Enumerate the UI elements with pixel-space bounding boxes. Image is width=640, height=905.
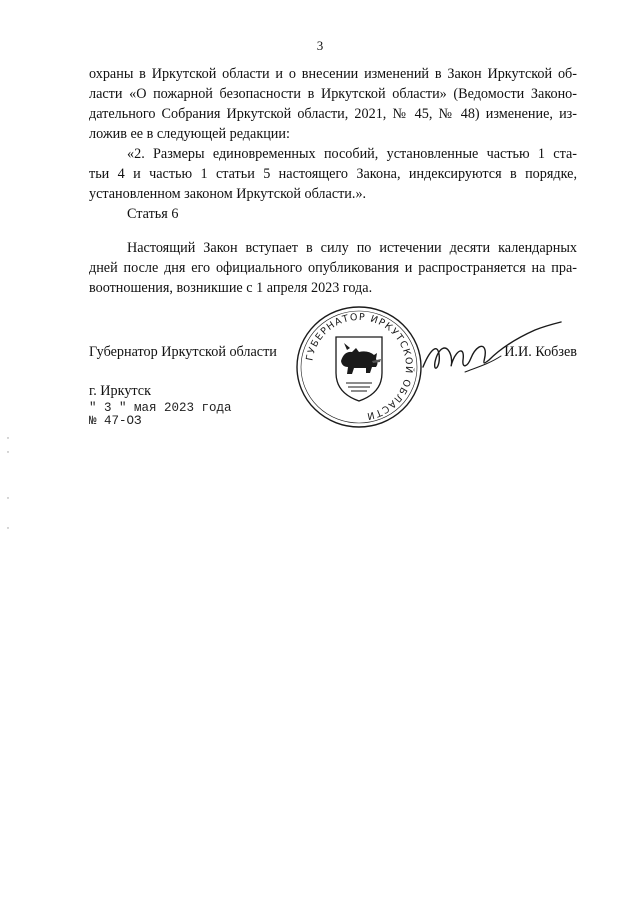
text-line: установленном законом Иркутской области.». xyxy=(89,186,367,202)
text-line: дательного Собрания Иркутской области, 2021, № 45, № 48) изменение, из- xyxy=(89,106,577,122)
scan-margin-marks xyxy=(6,430,10,550)
text-line: «2. Размеры единовременных пособий, установленные частью 1 ста- xyxy=(127,146,577,162)
text-line: дней после дня его официального опубликования и распространяется на пра- xyxy=(89,260,577,276)
text-line: ложив ее в следующей редакции: xyxy=(89,126,290,142)
signature-row xyxy=(89,344,577,364)
text-line: тьи 4 и частью 1 статьи 5 настоящего Закона, индексируются в порядке, xyxy=(89,166,577,182)
city-label: г. Иркутск xyxy=(89,383,151,399)
paragraph-entry-into-force xyxy=(89,238,577,298)
page-number: 3 xyxy=(316,38,324,53)
paragraph-new-wording xyxy=(89,144,577,204)
law-number-stamp: № 47-ОЗ xyxy=(89,414,142,428)
text-line: охраны в Иркутской области и о внесении изменений в Закон Иркутской об- xyxy=(89,66,577,82)
signatory-title: Губернатор Иркутской области xyxy=(89,344,277,360)
paragraph-amendment-intro xyxy=(89,64,577,144)
text-line: ласти «О пожарной безопасности в Иркутской области» (Ведомости Законо- xyxy=(89,86,577,102)
date-stamp: " 3 " мая 2023 года xyxy=(89,401,232,415)
text-line: Настоящий Закон вступает в силу по истечении десяти календарных xyxy=(127,240,577,256)
article-heading: Статья 6 xyxy=(127,206,179,222)
signatory-name: И.И. Кобзев xyxy=(504,344,577,360)
text-line: воотношения, возникшие с 1 апреля 2023 года. xyxy=(89,280,373,296)
seal-text: ГУБЕРНАТОР ИРКУТСКОЙ ОБЛАСТИ xyxy=(304,311,415,422)
